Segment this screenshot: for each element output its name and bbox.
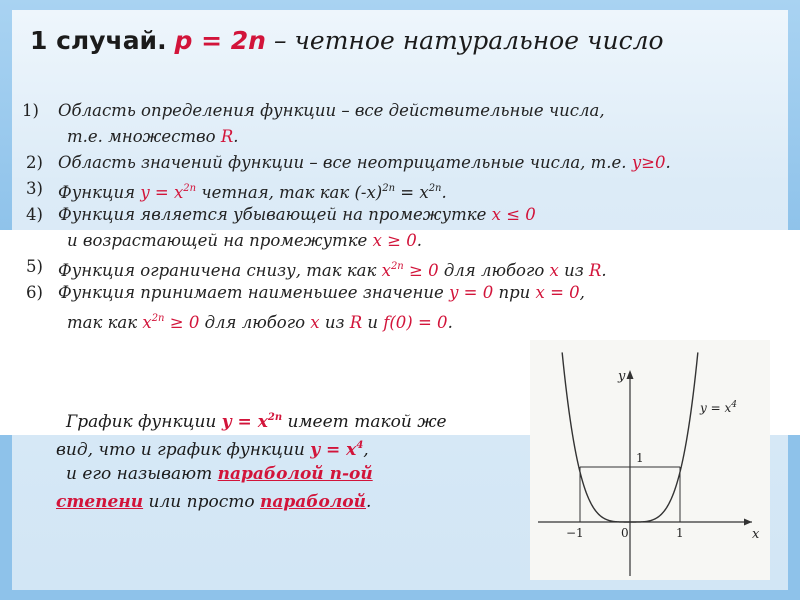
function-graph: [530, 340, 770, 580]
list-item: [22, 202, 797, 228]
list-item-continuation: [22, 306, 797, 332]
item-number: 3): [26, 179, 43, 198]
caption-line: График функции $y = x^{2n}$ имеет такой же: [66, 412, 447, 432]
tick-label-y1: 1: [636, 451, 644, 465]
item-text: Функция принимает наименьшее значение y = 0 при x = 0,: [58, 283, 585, 302]
item-number: 4): [26, 205, 43, 224]
item-text: и возрастающей на промежутке x ≥ 0.: [67, 231, 422, 250]
tick-label-xneg1: −1: [566, 526, 584, 540]
list-item-continuation: [22, 228, 797, 254]
list-item-continuation: [22, 124, 797, 150]
caption-line: вид, что и график функции $y = x^4$,: [56, 440, 369, 460]
item-number: 6): [26, 283, 43, 302]
caption-line: степени или просто параболой.: [56, 492, 372, 512]
title-equation: p = 2n: [174, 26, 266, 55]
properties-list: [22, 98, 797, 332]
x-axis-label: x: [752, 527, 760, 542]
item-text: Область значений функции – все неотрицательные числа, т.е. y≥0.: [58, 153, 671, 172]
y-axis-arrow: [627, 370, 634, 379]
item-number: 1): [22, 101, 39, 120]
title-lead: 1 случай.: [30, 26, 167, 55]
item-text: т.е. множество R.: [67, 127, 239, 146]
graph-svg: [530, 340, 770, 580]
item-text: Область определения функции – все действительные числа,: [58, 101, 605, 120]
list-item: [22, 280, 797, 306]
list-item: [22, 176, 797, 202]
list-item: [22, 254, 797, 280]
item-text: так как $x^{2n} \ge 0$ для любого x из R и f(0) = 0.: [67, 313, 453, 332]
item-text: Функция ограничена снизу, так как $x^{2n} \ge 0$ для любого x из R.: [58, 261, 607, 280]
y-axis-label: y: [618, 369, 626, 384]
list-item: [22, 98, 797, 124]
item-text: Функция $y = x^{2n}$ четная, так как $(-x)^{2n} = x^{2n}$.: [58, 183, 447, 202]
item-number: 5): [26, 257, 43, 276]
caption-line: и его называют параболой n-ой: [66, 464, 373, 484]
graph-caption: [56, 404, 526, 516]
item-text: Функция является убывающей на промежутке x ≤ 0: [58, 205, 536, 224]
title-rest: – четное натуральное число: [273, 26, 664, 55]
item-number: 2): [26, 153, 43, 172]
origin-label: 0: [621, 526, 629, 540]
x-axis-arrow: [744, 519, 752, 526]
list-item: [22, 150, 797, 176]
function-label: $y = x^4$: [700, 400, 737, 415]
tick-label-x1: 1: [676, 526, 684, 540]
slide-title: [30, 26, 664, 55]
